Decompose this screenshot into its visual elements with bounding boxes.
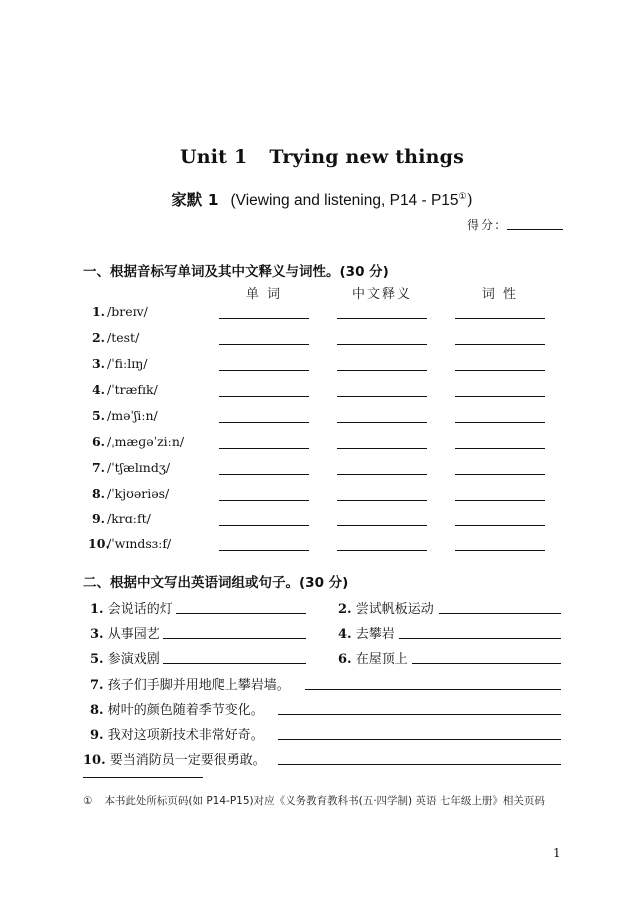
answer-blank[interactable] xyxy=(305,689,561,690)
item-number: 6. xyxy=(338,652,352,667)
section1-heading: 一、根据音标写单词及其中文释义与词性。(30 分) xyxy=(83,264,389,280)
lesson-subtitle xyxy=(0,188,644,210)
sentence-item xyxy=(90,724,264,743)
item-number: 3. xyxy=(91,356,105,371)
list-item xyxy=(88,408,158,423)
list-item xyxy=(88,486,169,501)
answer-blank[interactable] xyxy=(278,764,561,765)
lesson-pages: (Viewing and listening, P14 - P15 xyxy=(230,192,459,209)
answer-blank[interactable] xyxy=(455,448,545,449)
item-number: 2. xyxy=(91,330,105,345)
item-phonetic: /breɪv/ xyxy=(107,304,148,319)
list-item xyxy=(88,330,139,345)
sentence-item xyxy=(83,749,266,768)
answer-blank[interactable] xyxy=(337,318,427,319)
item-phonetic: /ˈtræfɪk/ xyxy=(107,382,158,397)
item-phonetic: /ˈkjʊəriəs/ xyxy=(107,486,170,501)
item-number: 8. xyxy=(91,486,105,501)
answer-blank[interactable] xyxy=(219,525,309,526)
item-phonetic: /ˌmæɡəˈziːn/ xyxy=(107,434,185,449)
item-number: 10. xyxy=(83,753,106,768)
item-phonetic: /ˈtʃælɪndʒ/ xyxy=(107,460,171,475)
answer-blank[interactable] xyxy=(337,525,427,526)
item-number: 5. xyxy=(90,652,104,667)
sentence-text: 要当消防员一定要很勇敢。 xyxy=(109,753,266,768)
list-item xyxy=(88,356,147,371)
list-item xyxy=(88,382,158,397)
phrase-text: 会说话的灯 xyxy=(107,602,173,617)
item-number: 9. xyxy=(91,511,105,526)
column-header-word: 单 词 xyxy=(245,287,283,302)
answer-blank[interactable] xyxy=(219,474,309,475)
item-phonetic: /krɑːft/ xyxy=(107,511,151,526)
footnote-marker: ① xyxy=(458,191,467,202)
unit-label: Unit 1 xyxy=(179,146,248,168)
item-number: 1. xyxy=(90,602,104,617)
item-number: 7. xyxy=(91,460,105,475)
phrase-item xyxy=(338,623,395,642)
list-item xyxy=(88,460,170,475)
sentence-text: 孩子们手脚并用地爬上攀岩墙。 xyxy=(107,678,290,693)
answer-blank[interactable] xyxy=(163,638,306,639)
answer-blank[interactable] xyxy=(219,448,309,449)
list-item xyxy=(88,511,151,526)
answer-blank[interactable] xyxy=(455,474,545,475)
score-label: 得分: xyxy=(467,218,502,232)
lesson-name: 家默 1 xyxy=(171,191,219,209)
answer-blank[interactable] xyxy=(337,396,427,397)
item-phonetic: /ˈfiːlɪŋ/ xyxy=(107,356,148,371)
answer-blank[interactable] xyxy=(219,500,309,501)
unit-topic: Trying new things xyxy=(269,146,465,168)
column-header-pos: 词 性 xyxy=(481,287,519,302)
phrase-text: 尝试帆板运动 xyxy=(355,602,434,617)
item-number: 1. xyxy=(91,304,105,319)
phrase-item xyxy=(90,648,160,667)
answer-blank[interactable] xyxy=(219,422,309,423)
item-phonetic: /test/ xyxy=(107,330,140,345)
phrase-text: 参演戏剧 xyxy=(107,652,160,667)
answer-blank[interactable] xyxy=(455,396,545,397)
item-number: 7. xyxy=(90,678,104,693)
item-number: 9. xyxy=(90,728,104,743)
answer-blank[interactable] xyxy=(278,714,561,715)
answer-blank[interactable] xyxy=(455,422,545,423)
item-number: 6. xyxy=(91,434,105,449)
answer-blank[interactable] xyxy=(455,525,545,526)
answer-blank[interactable] xyxy=(163,663,306,664)
sentence-item xyxy=(90,674,290,693)
answer-blank[interactable] xyxy=(455,318,545,319)
item-number: 5. xyxy=(91,408,105,423)
answer-blank[interactable] xyxy=(337,550,427,551)
footnote xyxy=(83,793,563,810)
item-phonetic: /məˈʃiːn/ xyxy=(107,408,158,423)
answer-blank[interactable] xyxy=(337,344,427,345)
sentence-text: 树叶的颜色随着季节变化。 xyxy=(107,703,264,718)
section2-heading: 二、根据中文写出英语词组或句子。(30 分) xyxy=(83,575,349,591)
phrase-item xyxy=(338,648,408,667)
answer-blank[interactable] xyxy=(337,448,427,449)
item-number: 3. xyxy=(90,627,104,642)
item-number: 2. xyxy=(338,602,352,617)
answer-blank[interactable] xyxy=(176,613,306,614)
lesson-pages-close: ) xyxy=(466,191,473,209)
phrase-item xyxy=(90,623,160,642)
footnote-mark: ① xyxy=(83,795,93,807)
answer-blank[interactable] xyxy=(278,739,561,740)
answer-blank[interactable] xyxy=(219,318,309,319)
phrase-item xyxy=(90,598,173,617)
footnote-divider xyxy=(83,777,203,778)
item-phonetic: /ˈwɪndsɜːf/ xyxy=(107,536,172,551)
phrase-text: 去攀岩 xyxy=(355,627,395,642)
footnote-text: 本书此处所标页码(如 P14-P15)对应《义务教育教科书(五·四学制) 英语 七年级上册》相关页码 xyxy=(104,795,545,807)
phrase-text: 在屋顶上 xyxy=(355,652,408,667)
answer-blank[interactable] xyxy=(337,500,427,501)
answer-blank[interactable] xyxy=(337,474,427,475)
answer-blank[interactable] xyxy=(455,500,545,501)
answer-blank[interactable] xyxy=(455,370,545,371)
list-item xyxy=(88,536,171,551)
list-item xyxy=(88,434,184,449)
phrase-item xyxy=(338,598,434,617)
sentence-item xyxy=(90,699,264,718)
column-header-meaning: 中文释义 xyxy=(351,287,412,302)
page-title xyxy=(0,146,644,168)
item-number: 10. xyxy=(88,536,110,551)
score-blank[interactable] xyxy=(507,229,563,230)
item-number: 4. xyxy=(91,382,105,397)
answer-blank[interactable] xyxy=(439,613,561,614)
sentence-text: 我对这项新技术非常好奇。 xyxy=(107,728,264,743)
item-number: 4. xyxy=(338,627,352,642)
item-number: 8. xyxy=(90,703,104,718)
answer-blank[interactable] xyxy=(219,550,309,551)
answer-blank[interactable] xyxy=(337,422,427,423)
answer-blank[interactable] xyxy=(219,396,309,397)
list-item xyxy=(88,304,148,319)
answer-blank[interactable] xyxy=(455,344,545,345)
answer-blank[interactable] xyxy=(219,344,309,345)
phrase-text: 从事园艺 xyxy=(107,627,160,642)
answer-blank[interactable] xyxy=(412,663,561,664)
answer-blank[interactable] xyxy=(399,638,561,639)
answer-blank[interactable] xyxy=(337,370,427,371)
answer-blank[interactable] xyxy=(219,370,309,371)
answer-blank[interactable] xyxy=(455,550,545,551)
page-number: 1 xyxy=(553,846,561,860)
